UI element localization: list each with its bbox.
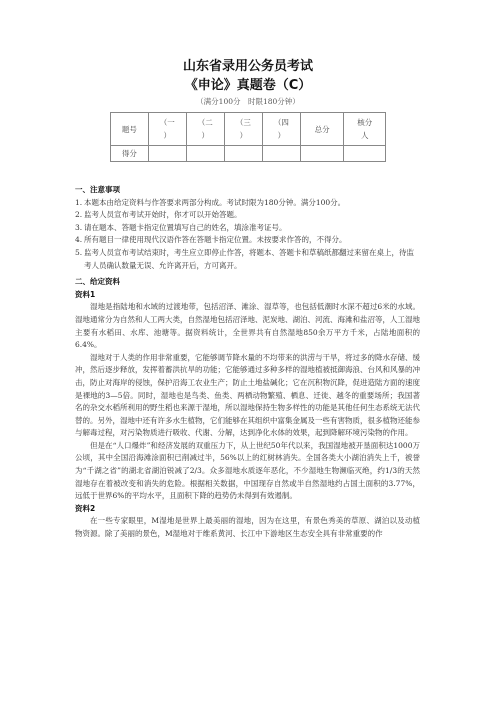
section-heading-materials: 二、给定资料 [75, 277, 120, 287]
material-2-paragraph: 在一些专家眼里，M湿地是世界上最美丽的湿地，因为在这里，有景色秀美的草原、湖泊以及动植物资源。除了美丽的景色，M湿地对于维系黄河、长江中下游地区生态安全具有非常重要的作 [75, 516, 420, 539]
score-cell [148, 146, 186, 162]
score-header-cell: （二 ） [186, 113, 224, 146]
notice-item: 3. 请在题本、答题卡指定位置填写自己的姓名，填涂准考证号。 [75, 222, 287, 232]
score-header-row [111, 113, 386, 146]
material-1-paragraph: 湿地是指陆地和水域的过渡地带，包括沼泽、滩涂、湿草等，也包括低潮时水深不超过6米的水域。湿地通常分为自然和人工两大类，自然湿地包括沼泽地、泥炭地、湖泊、河流、海滩和盐沼等，人工湿地主要有水稻田、水库、池塘等。据资料统计，全世界共有自然湿地850余万平方千米，占陆地面积的6.4%。 [75, 302, 420, 350]
score-header-cell: （四 ） [262, 113, 300, 146]
section-heading-notes: 一、注意事项 [75, 185, 120, 194]
score-cell [262, 146, 300, 162]
score-header-cell: 总分 [300, 113, 343, 146]
score-header-cell: （三 ） [224, 113, 262, 146]
score-header-cell: 核分 人 [344, 113, 386, 146]
score-cell [186, 146, 224, 162]
exam-subtitle: 《申论》真题卷（C） [184, 78, 312, 93]
score-cell [300, 146, 343, 162]
material-1-label: 资料1 [75, 289, 96, 299]
exam-content [75, 180, 420, 541]
score-header-cell: （一 ） [148, 113, 186, 146]
score-header-cell: 题号 [111, 113, 149, 146]
notice-item: 5. 监考人员宣布考试结束时，考生应立即停止作答，将题本、答题卡和草稿纸都翻过来留在桌上，待监考人员确认数量无误、允许离开后，方可离开。 [75, 247, 414, 270]
notice-item: 1. 本题本由给定资料与作答要求两部分构成。考试时限为180分钟。满分100分。 [75, 197, 346, 207]
score-cell [344, 146, 386, 162]
notice-item: 4. 所有题目一律使用现代汉语作答在答题卡指定位置。未按要求作答的，不得分。 [75, 235, 347, 245]
score-table [110, 112, 386, 162]
material-2-label: 资料2 [75, 503, 96, 513]
notice-item: 2. 监考人员宣布考试开始时，你才可以开始答题。 [75, 210, 242, 220]
exam-title: 山东省录用公务员考试 [182, 59, 313, 74]
score-cell [224, 146, 262, 162]
material-1-paragraph: 但是在“人口爆炸”和经济发展的双重压力下，从上世纪50年代以来，我国湿地被开垦面积达1000万公顷，其中全国沿海滩涂面积已削减过半，56%以上的红树林消失。全国各类大小湖泊消失上千，被誉为“千湖之省”的湖北省湖泊锐减了2/3。众多湿地水质逐年恶化，不少湿地生物濒临灭绝，约1/3的天然湿地存在着被改变和消失的危险。根据相关数据，中国现存自然或半自然湿地约占国土面积的3.77%，远低于世界6%的平均水平，且面积下降的趋势仍未得到有效遏制。 [75, 440, 420, 501]
score-row-label: 得分 [111, 146, 149, 162]
score-value-row [111, 146, 386, 162]
exam-meta: （满分100分 时限180分钟） [196, 97, 300, 106]
material-1-paragraph: 湿地对于人类的作用非常重要，它能够调节降水量的不均带来的洪涝与干旱，将过多的降水存储、缓冲，然后逐步释放，发挥着蓄洪抗旱的功能；它能够通过多种多样的湿地植被抵御海浪、台风和风暴的冲击，防止对海岸的侵蚀，保护沿海工农业生产；防止土地盐碱化；它在沉积物沉降，促进造陆方面的速度是裸地的3—5倍。同时，湿地也是鸟类、鱼类、两栖动物繁殖、栖息、迁徙、越冬的重要场所；我国著名的杂交水稻所利用的野生稻也来源于湿地，所以湿地保持生物多样性的功能是其他任何生态系统无法代替的。另外，湿地中还有许多水生植物，它们能够在其组织中富集金属及一些有害物质，很多植物还能参与解毒过程，对污染物质进行吸收、代谢、分解，达到净化水体的效果，起到降解环境污染物的作用。 [75, 352, 420, 438]
